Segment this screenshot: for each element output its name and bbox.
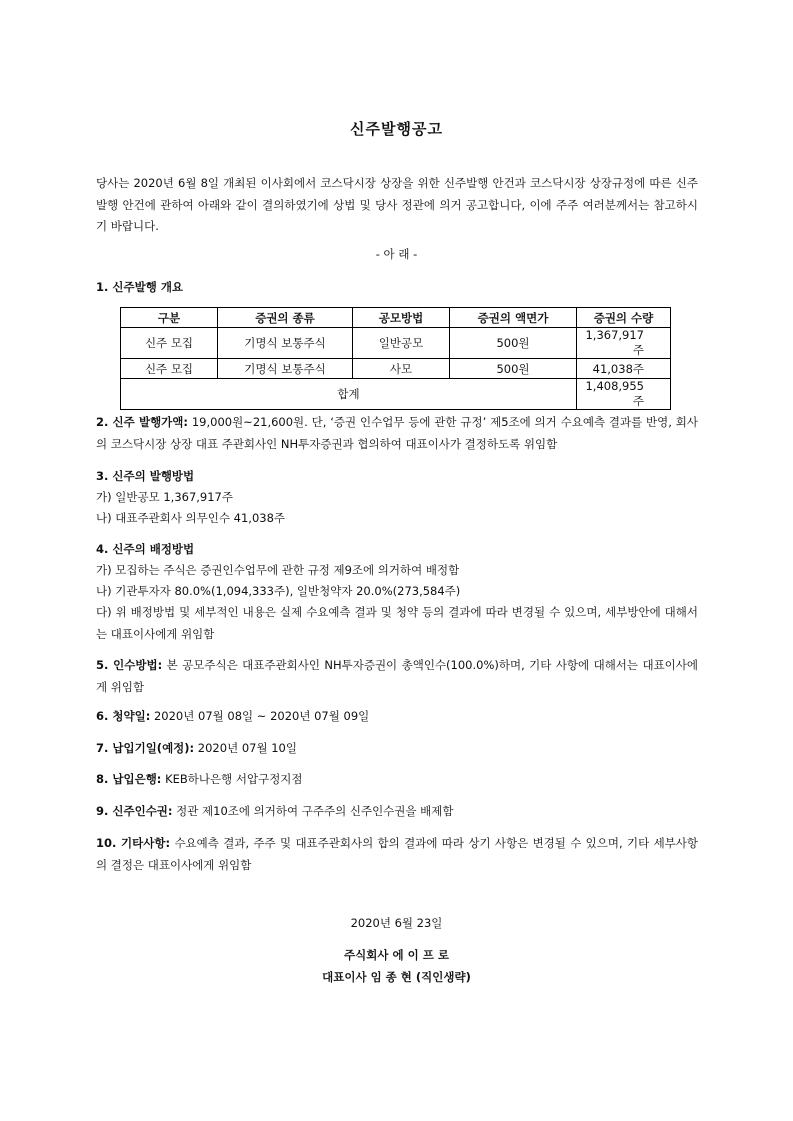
section6-label: 6. 청약일: (96, 709, 151, 723)
section5-label: 5. 인수방법: (96, 658, 163, 672)
table-header: 증권의 수량 (577, 308, 671, 328)
table-row (121, 359, 671, 379)
issue-summary-table (120, 307, 671, 410)
section8-label: 8. 납입은행: (96, 772, 162, 786)
section10-text: 수요예측 결과, 주주 및 대표주관회사의 합의 결과에 따라 상기 사항은 변경될 수 있으며, 기타 세부사항의 결정은 대표이사에게 위임함 (96, 836, 699, 872)
table-cell: 신주 모집 (121, 359, 218, 379)
table-cell: 일반공모 (353, 328, 450, 359)
section5-text: 본 공모주식은 대표주관회사인 NH투자증권이 총액인수(100.0%)하며, 기타 사항에 대해서는 대표이사에게 위임함 (96, 658, 698, 694)
table-total-row (121, 379, 671, 410)
section10-label: 10. 기타사항: (96, 836, 171, 850)
section3-heading: 3. 신주의 발행방법 (96, 469, 195, 483)
table-header: 증권의 액면가 (450, 308, 577, 328)
section1-heading: 1. 신주발행 개요 (96, 280, 184, 294)
section2-text: 19,000원~21,600원. 단, ‘증권 인수업무 등에 관한 규정’ 제5조에 의거 수요예측 결과를 반영, 회사의 코스닥시장 상장 대표 주관회사인 NH투자증권과 협의하여 대표이사가 결정하도록 위임함 (96, 415, 698, 451)
section3-item: 가) 일반공모 1,367,917주 (96, 490, 233, 504)
section2-paragraph (96, 412, 698, 455)
section6-text: 2020년 07월 08일 ~ 2020년 07월 09일 (150, 709, 370, 723)
table-cell: 기명식 보통주식 (218, 328, 353, 359)
section4-item: 가) 모집하는 주식은 증권인수업무에 관한 규정 제9조에 의거하여 배정함 (96, 563, 460, 577)
section8-line (96, 771, 698, 787)
table-total-value: 1,408,955주 (577, 379, 671, 410)
table-total-label: 합계 (121, 379, 577, 410)
company-name: 주식회사 에 이 프 로 (344, 948, 449, 962)
section9-line (96, 803, 698, 819)
table-header: 증권의 종류 (218, 308, 353, 328)
section9-text: 정관 제10조에 의거하여 구주주의 신주인수권을 배제함 (172, 804, 454, 818)
ceo-signature-line: 대표이사 임 종 현 (직인생략) (322, 970, 471, 984)
table-cell: 1,367,917주 (577, 328, 671, 359)
intro-paragraph: 당사는 2020년 6월 8일 개최된 이사회에서 코스닥시장 상장을 위한 신주발행 안건과 코스닥시장 상장규정에 따른 신주발행 안건에 관하여 아래와 같이 결의하였기에 상법 및 당사 정관에 의거 공고합니다, 이에 주주 여러분께서는 참고하시기 바랍니다. (96, 176, 698, 233)
section2-label: 2. 신주 발행가액: (96, 415, 188, 429)
section7-label: 7. 납입기일(예정): (96, 741, 195, 755)
table-header: 공모방법 (353, 308, 450, 328)
table-header: 구분 (121, 308, 218, 328)
table-cell: 사모 (353, 359, 450, 379)
table-cell: 기명식 보통주식 (218, 359, 353, 379)
section4-item: 나) 기관투자자 80.0%(1,094,333주), 일반청약자 20.0%(273,584주) (96, 584, 461, 598)
section7-line (96, 740, 698, 756)
section4-item: 다) 위 배정방법 및 세부적인 내용은 실제 수요예측 결과 및 청약 등의 결과에 따라 변경될 수 있으며, 세부방안에 대해서는 대표이사에게 위임함 (96, 605, 698, 641)
section3-item: 나) 대표주관회사 의무인수 41,038주 (96, 511, 285, 525)
section7-text: 2020년 07월 10일 (194, 741, 297, 755)
notice-date: 2020년 6월 23일 (350, 916, 443, 930)
page-title: 신주발행공고 (350, 120, 443, 138)
table-cell: 41,038주 (577, 359, 671, 379)
below-marker: - 아 래 - (375, 247, 418, 261)
section5-paragraph (96, 655, 698, 698)
section9-label: 9. 신주인수권: (96, 804, 173, 818)
section10-paragraph (96, 833, 698, 876)
table-row (121, 328, 671, 359)
section8-text: KEB하나은행 서압구정지점 (161, 772, 303, 786)
table-cell: 500원 (450, 359, 577, 379)
table-header-row (121, 308, 671, 328)
section6-line (96, 708, 698, 724)
section4-heading: 4. 신주의 배정방법 (96, 542, 195, 556)
table-cell: 신주 모집 (121, 328, 218, 359)
table-cell: 500원 (450, 328, 577, 359)
